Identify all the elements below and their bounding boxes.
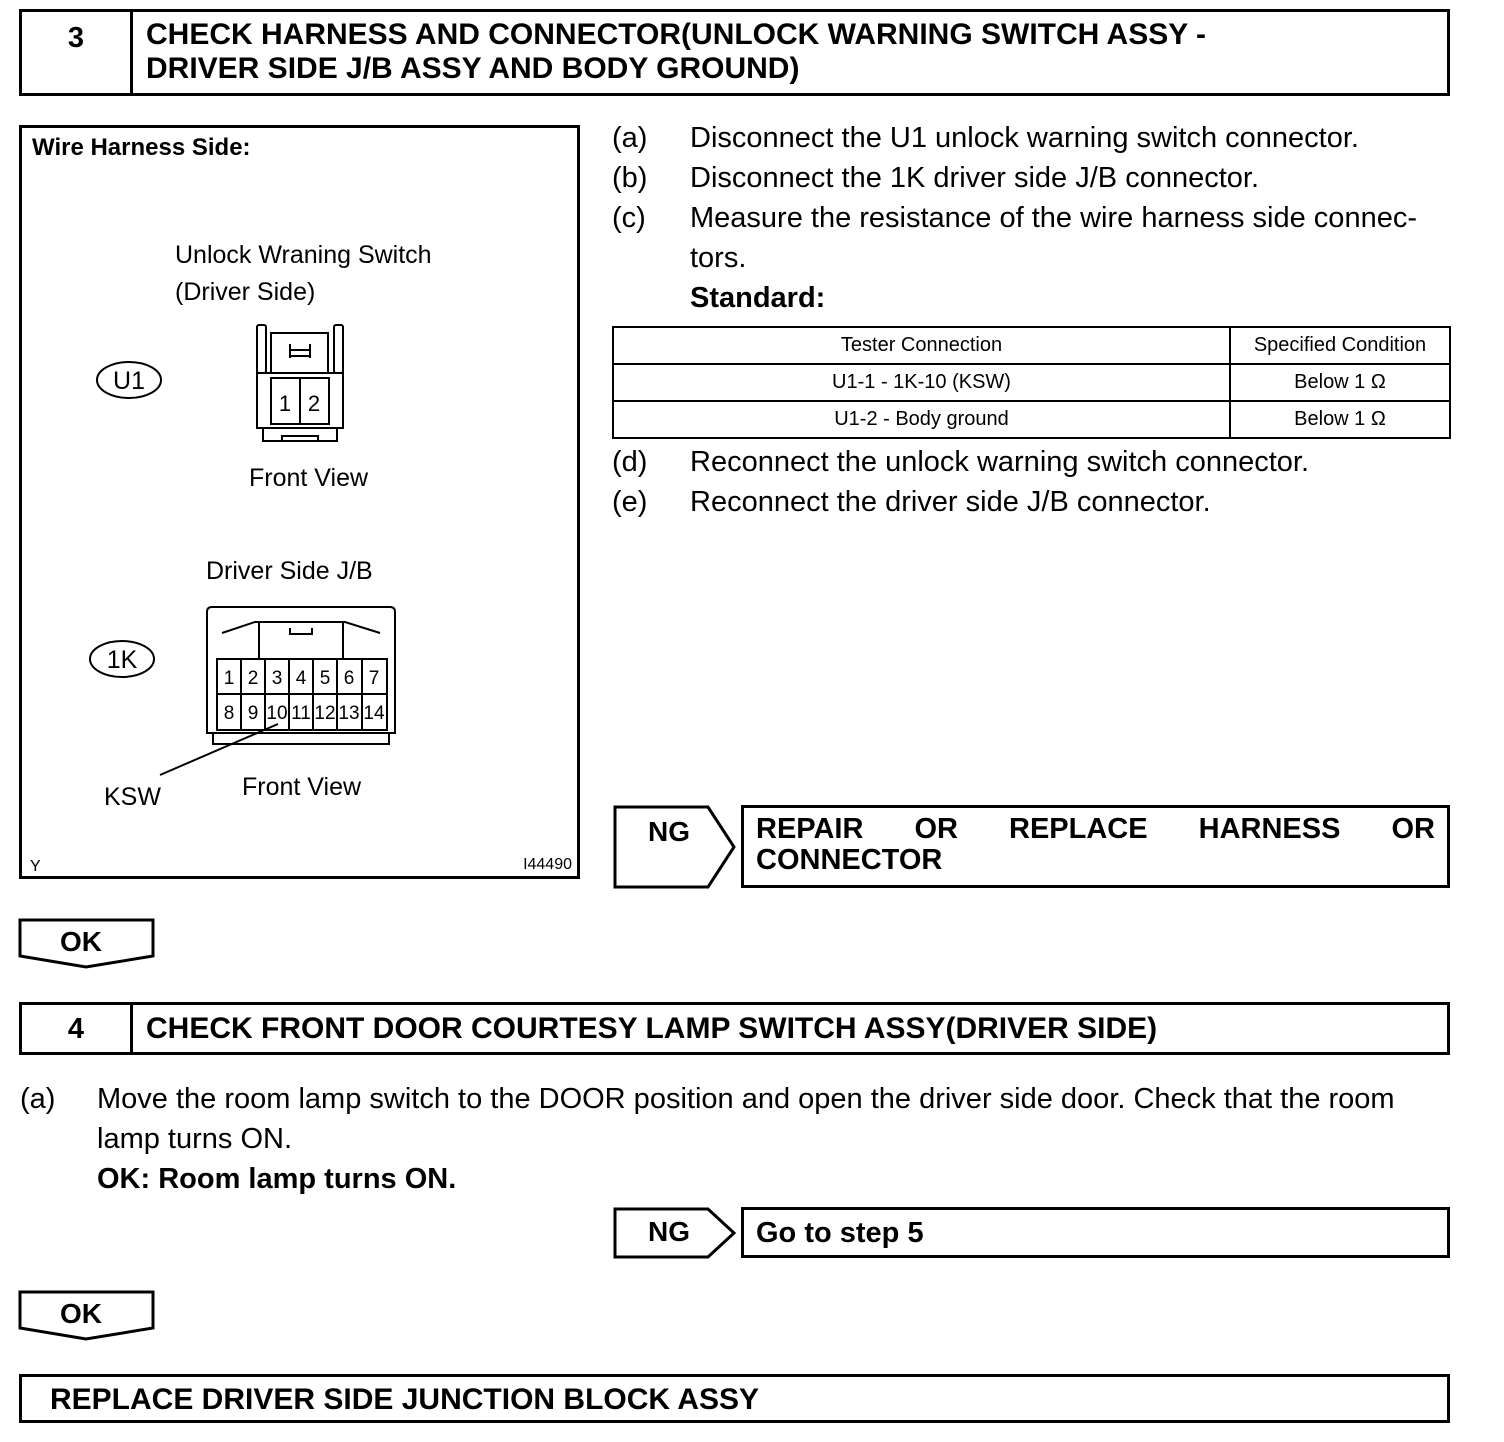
step3-header xyxy=(19,9,1450,96)
ng-result-word: REPAIR xyxy=(756,813,864,845)
final-action-box xyxy=(19,1374,1450,1423)
jb-pin-12: 12 xyxy=(314,703,336,724)
ok-branch-button[interactable] xyxy=(18,1290,156,1342)
jb-label: 1K xyxy=(106,646,138,674)
jb-title: Driver Side J/B xyxy=(206,557,373,585)
ng-result-word: OR xyxy=(914,813,958,845)
step-text: Disconnect the U1 unlock warning switch connector. xyxy=(690,122,1359,154)
jb-pin-8: 8 xyxy=(223,703,235,724)
table-header: Specified Condition xyxy=(1230,327,1450,364)
jb-pin-4: 4 xyxy=(295,668,307,689)
u1-view-label: Front View xyxy=(249,464,369,492)
ok-label: OK xyxy=(60,926,102,957)
table-cell: Below 1 Ω xyxy=(1230,401,1450,438)
table-header: Tester Connection xyxy=(613,327,1230,364)
u1-title-line1: Unlock Wraning Switch xyxy=(175,241,432,269)
standard-table xyxy=(612,326,1451,439)
ng-branch-button[interactable] xyxy=(612,1206,738,1260)
ok-branch-button[interactable] xyxy=(18,918,156,970)
jb-connector-icon xyxy=(160,607,395,775)
jb-view-label: Front View xyxy=(242,773,362,801)
step-text: Disconnect the 1K driver side J/B connector. xyxy=(690,162,1260,194)
ng-label: NG xyxy=(648,1216,690,1247)
ok-label: OK xyxy=(60,1298,102,1329)
jb-pin-14: 14 xyxy=(363,703,385,724)
step-text-cont: tors. xyxy=(690,242,747,274)
step-label: (a) xyxy=(612,122,648,154)
ng-result-word: HARNESS xyxy=(1198,813,1341,845)
corner-mark: Y xyxy=(30,858,41,875)
jb-pin-7: 7 xyxy=(368,668,380,689)
ng-result-box xyxy=(741,805,1450,888)
step4-title: CHECK FRONT DOOR COURTESY LAMP SWITCH ASSY(DRIVER SIDE) xyxy=(146,1012,1158,1045)
table-header-row xyxy=(613,327,1450,364)
step4-header xyxy=(19,1002,1450,1055)
step-text: Reconnect the unlock warning switch connector. xyxy=(690,446,1310,478)
ng-result-box[interactable]: Go to step 5 xyxy=(741,1207,1450,1258)
ng-label: NG xyxy=(648,816,690,847)
step-text: Measure the resistance of the wire harness side connec- xyxy=(690,202,1417,234)
step4-number: 4 xyxy=(22,1005,133,1052)
u1-pin-1: 1 xyxy=(278,391,292,416)
step-label: (d) xyxy=(612,446,648,478)
jb-pin-11: 11 xyxy=(291,703,311,724)
jb-pin-1: 1 xyxy=(223,668,235,689)
jb-pin-13: 13 xyxy=(338,703,360,724)
u1-pin-2: 2 xyxy=(307,391,321,416)
ng-result-line1 xyxy=(756,814,1435,845)
step-label: (b) xyxy=(612,162,648,194)
jb-pin-2: 2 xyxy=(247,668,259,689)
step3-number: 3 xyxy=(22,12,133,93)
table-cell: U1-1 - 1K-10 (KSW) xyxy=(613,364,1230,401)
u1-title-line2: (Driver Side) xyxy=(175,278,316,306)
ng-result-line2: CONNECTOR xyxy=(756,844,943,876)
jb-pin-10: 10 xyxy=(266,703,288,724)
standard-label: Standard: xyxy=(690,282,826,314)
step-label: (a) xyxy=(20,1083,56,1115)
step3-title-line2: DRIVER SIDE J/B ASSY AND BODY GROUND) xyxy=(146,52,800,85)
step-text: Move the room lamp switch to the DOOR position and open the driver side door. Check that the room xyxy=(97,1083,1395,1115)
wiring-diagram xyxy=(19,125,580,879)
jb-pin-5: 5 xyxy=(319,668,331,689)
step-label: (e) xyxy=(612,486,648,518)
figure-id: I44490 xyxy=(523,856,572,873)
ng-branch-button[interactable] xyxy=(612,804,738,890)
u1-label: U1 xyxy=(113,367,145,395)
table-cell: U1-2 - Body ground xyxy=(613,401,1230,438)
ksw-callout: KSW xyxy=(104,783,161,811)
diagram-heading: Wire Harness Side: xyxy=(32,134,251,161)
table-row xyxy=(613,364,1450,401)
step-text-cont: lamp turns ON. xyxy=(97,1123,292,1155)
table-row xyxy=(613,401,1450,438)
jb-pin-6: 6 xyxy=(343,668,355,689)
step-text: Reconnect the driver side J/B connector. xyxy=(690,486,1211,518)
u1-connector-icon xyxy=(257,325,343,441)
ng-result-word: REPLACE xyxy=(1009,813,1148,845)
ng-result-word: OR xyxy=(1391,813,1435,845)
final-action-title: REPLACE DRIVER SIDE JUNCTION BLOCK ASSY xyxy=(50,1383,759,1416)
jb-pin-3: 3 xyxy=(271,668,283,689)
step-label: (c) xyxy=(612,202,646,234)
ok-condition: OK: Room lamp turns ON. xyxy=(97,1163,457,1195)
step3-title xyxy=(146,18,1437,86)
step3-title-line1: CHECK HARNESS AND CONNECTOR(UNLOCK WARNING SWITCH ASSY - xyxy=(146,18,1207,51)
table-cell: Below 1 Ω xyxy=(1230,364,1450,401)
jb-pin-9: 9 xyxy=(247,703,259,724)
